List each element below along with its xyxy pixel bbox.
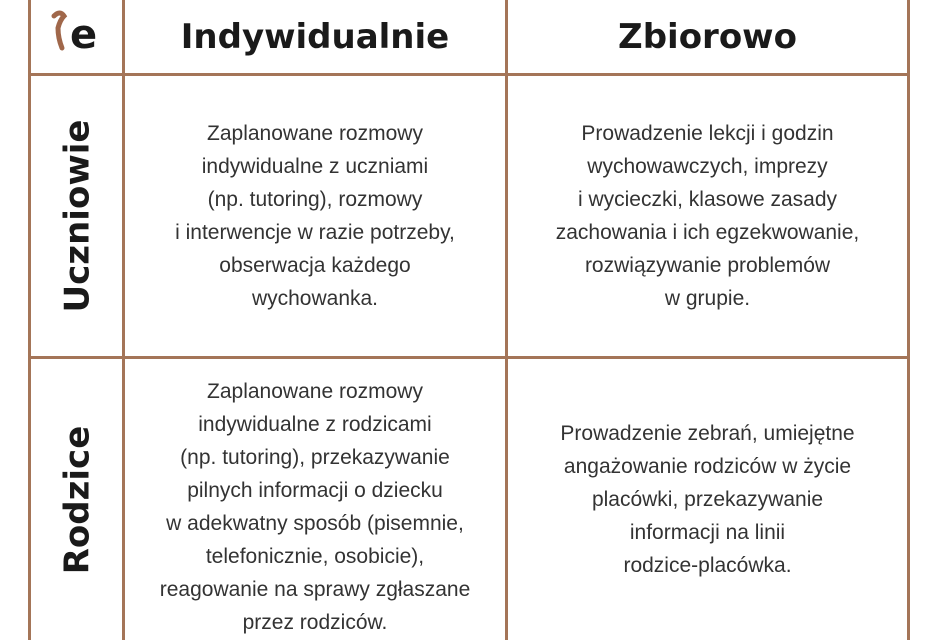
cell-line: zachowania i ich egzekwowanie, <box>555 221 860 244</box>
cell-line: angażowanie rodziców w życie <box>563 455 852 478</box>
cell-line: (np. tutoring), przekazywanie <box>180 446 450 469</box>
row-header-label: Uczniowie <box>57 119 97 313</box>
column-header-label: Zbiorowo <box>618 17 797 57</box>
cell-line: Zaplanowane rozmowy <box>207 380 423 403</box>
cell-line: i wycieczki, klasowe zasady <box>577 188 838 211</box>
logo-letter: e <box>70 12 98 56</box>
cell-line: przez rodziców. <box>242 611 388 634</box>
cell-line: telefonicznie, osobicie), <box>205 545 425 568</box>
cell-line: w grupie. <box>664 287 751 310</box>
cell-line: (np. tutoring), rozmowy <box>207 188 423 211</box>
cell-parents-individual <box>125 359 505 640</box>
column-header-collective <box>508 0 907 74</box>
cell-students-collective <box>508 76 907 356</box>
cell-line: rozwiązywanie problemów <box>584 254 831 277</box>
cell-line: placówki, przekazywanie <box>591 488 824 511</box>
column-header-individual <box>125 0 505 74</box>
cell-parents-collective <box>508 359 907 640</box>
brand-logo-icon <box>48 4 104 56</box>
column-header-label: Indywidualnie <box>180 17 450 57</box>
cell-line: rodzice-placówka. <box>623 554 792 577</box>
row-header-parents <box>30 359 124 640</box>
cell-students-individual <box>125 76 505 356</box>
cell-line: wychowanka. <box>251 287 379 310</box>
cell-line: Zaplanowane rozmowy <box>207 122 423 145</box>
cell-line: Prowadzenie lekcji i godzin <box>581 122 834 145</box>
cell-line: indywidualne z uczniami <box>201 155 429 178</box>
cell-line: w adekwatny sposób (pisemnie, <box>166 512 464 535</box>
table-border <box>907 0 910 640</box>
cell-line: informacji na linii <box>629 521 786 544</box>
cell-line: wychowawczych, imprezy <box>587 155 828 178</box>
brand-logo <box>48 4 104 56</box>
cell-line: i interwencje w razie potrzeby, <box>175 221 455 244</box>
row-header-students <box>30 76 124 356</box>
cell-line: pilnych informacji o dziecku <box>187 479 443 502</box>
cell-line: reagowanie na sprawy zgłaszane <box>159 578 471 601</box>
cell-line: indywidualne z rodzicami <box>198 413 432 436</box>
row-header-label: Rodzice <box>57 425 98 574</box>
cell-line: Prowadzenie zebrań, umiejętne <box>560 422 855 445</box>
cell-line: obserwacja każdego <box>219 254 411 277</box>
